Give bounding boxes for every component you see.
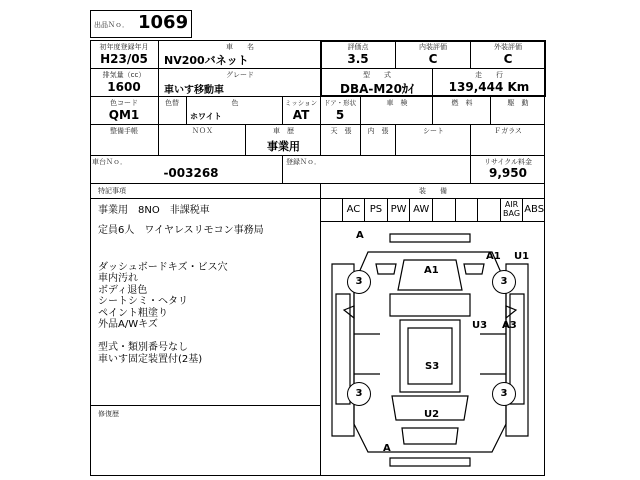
repair-label: 修復歴 (98, 410, 119, 418)
chassis-value: DBA-M20ｶｲ (339, 82, 415, 96)
first-reg-value: H23/05 (100, 52, 148, 66)
damage-mark: A (356, 230, 364, 241)
sunroof-label: 天 張 (330, 127, 352, 135)
fuel-label: 燃 料 (451, 99, 473, 107)
damage-mark: A3 (502, 320, 517, 331)
grid-line (90, 405, 320, 406)
equipment-item: AW (410, 198, 433, 221)
grid-line (158, 40, 159, 68)
note-line (98, 327, 318, 339)
note-line: 外品A/Wキズ (98, 319, 158, 330)
score-label: 評価点 (347, 43, 369, 51)
interior-value: C (428, 52, 438, 66)
color-label: 色 (231, 99, 239, 107)
equipment-item: PW (388, 198, 411, 221)
damage-mark: U2 (424, 409, 440, 420)
glass-label: Ｆガラス (494, 127, 522, 135)
grid-line (90, 183, 545, 184)
vin-label: 車台Ｎｏ． (92, 158, 127, 166)
model-value: NV200バネット (164, 54, 249, 67)
tire-front-right: 3 (492, 270, 516, 294)
grid-line (158, 68, 159, 96)
equipment-item (433, 198, 456, 221)
doors-label: ドア・形状 (323, 99, 357, 107)
color-code-value: QM1 (108, 108, 140, 122)
recycle-value: 9,950 (489, 166, 527, 180)
vin-value: -003268 (163, 166, 219, 180)
grid-line (432, 96, 433, 124)
tire-rear-right: 3 (492, 382, 516, 406)
exterior-label: 外装評価 (494, 43, 522, 51)
doors-value: 5 (335, 108, 345, 122)
car-body-diagram (320, 224, 545, 474)
lot-number-label: 出品Ｎｏ． (94, 21, 129, 29)
grade-label: グレード (226, 71, 254, 79)
equipment-item (478, 198, 501, 221)
history-label: 車 歴 (273, 127, 294, 135)
color-change-label: 色替 (165, 99, 179, 107)
notes-list (98, 201, 318, 365)
grid-line (186, 96, 187, 124)
reg-label: 登録Ｎｏ． (286, 158, 321, 166)
grid-line (432, 68, 433, 96)
inspection-label: 車 検 (386, 99, 408, 107)
notes-label: 特記事項 (98, 187, 126, 195)
score-value: 3.5 (347, 52, 369, 66)
equipment-item (320, 198, 343, 221)
grid-line (470, 124, 471, 155)
grid-line (490, 96, 491, 124)
maintenance-label: 整備手帳 (110, 127, 138, 135)
note-line: ペイント粗塗り (98, 307, 168, 319)
displacement-value: 1600 (107, 80, 141, 94)
grid-line (395, 124, 396, 155)
note-line: 定員6人 ワイヤレスリモコン事務局 (98, 224, 264, 236)
nox-label: ＮＯＸ (192, 127, 213, 135)
grid-line (320, 124, 321, 155)
chassis-label: 型 式 (363, 71, 391, 79)
note-line: ボディ退色 (98, 284, 148, 296)
drive-label: 駆 動 (507, 99, 529, 107)
grid-line (360, 96, 361, 124)
color-value: ホワイト (190, 112, 222, 121)
seat-label: シート (423, 127, 444, 135)
mileage-value: 139,444 Km (448, 80, 530, 94)
damage-mark: A1 (486, 251, 501, 262)
damage-mark: S3 (425, 361, 440, 372)
note-line (98, 232, 318, 244)
first-reg-label: 初年度登録年月 (99, 43, 149, 51)
damage-mark: A1 (424, 265, 439, 276)
equipment-item: ABS (524, 204, 545, 215)
interior-trim-label: 内 張 (367, 127, 389, 135)
equipment-item: AIR BAG (501, 198, 524, 221)
equipment-item (456, 198, 479, 221)
note-line: シートシミ・ヘタリ (98, 296, 188, 307)
note-line: 事業用 8NO 非課税車 (98, 205, 210, 216)
grid-line (395, 40, 396, 68)
grid-line (90, 155, 545, 156)
note-line: 型式・類別番号なし (98, 342, 188, 353)
damage-mark: A (383, 443, 391, 454)
color-code-label: 色コード (110, 99, 138, 107)
lot-number: 1069 (138, 12, 189, 33)
exterior-value: C (503, 52, 513, 66)
grid-line (158, 124, 159, 155)
model-label: 車 名 (226, 43, 254, 51)
history-value: 事業用 (267, 140, 300, 153)
displacement-label: 排気量（cc） (102, 71, 146, 79)
transmission-label: ミッション (284, 99, 318, 107)
grid-line (282, 155, 283, 183)
recycle-label: リサイクル料金 (483, 158, 533, 166)
grid-line (470, 40, 471, 68)
equipment-label: 装 備 (419, 187, 447, 195)
damage-mark: U3 (472, 320, 488, 331)
transmission-value: AT (292, 108, 310, 122)
grid-line (470, 155, 471, 183)
tire-rear-left: 3 (347, 382, 371, 406)
interior-label: 内装評価 (419, 43, 447, 51)
tire-front-left: 3 (347, 270, 371, 294)
equipment-item: PS (365, 198, 388, 221)
note-line: 車内汚れ (98, 273, 138, 284)
damage-mark: U1 (514, 251, 530, 262)
grade-value: 車いす移動車 (164, 85, 224, 96)
grid-line (245, 124, 246, 155)
note-line: ダッシュボードキズ・ビス穴 (98, 261, 228, 273)
equipment-strip (320, 198, 545, 222)
mileage-label: 走 行 (475, 71, 503, 79)
equipment-item: AC (343, 198, 366, 221)
note-line: 車いす固定装置付(2基) (98, 353, 203, 365)
